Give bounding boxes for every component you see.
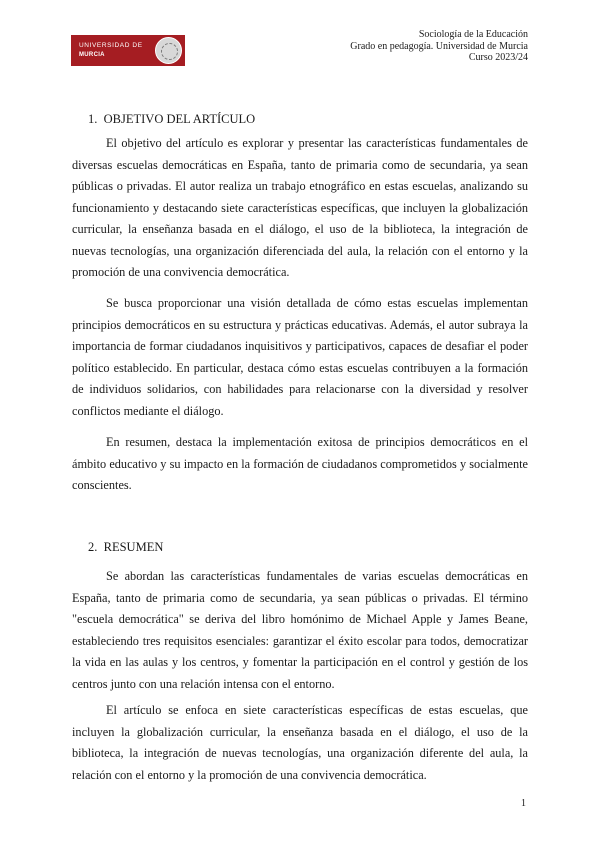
page-number: 1 bbox=[521, 798, 526, 809]
logo-text bbox=[79, 41, 143, 60]
paragraph: El objetivo del artículo es explorar y presentar las características fundamentales de diversas escuelas democráticas en España, tanto de primaria como de secundaria, ya sean públicas o privadas. El autor realiza un trabajo etnográfico en estas escuelas, analizando su funcionamiento y destacando siete características específicas, que incluyen la globalización curricular, la enseñanza basada en el diálogo, el uso de la biblioteca, la integración de nuevas tecnologías, una organización diferenciada del aula, la relación con el entorno y la promoción de una convivencia democrática. bbox=[72, 136, 528, 279]
paragraph: El artículo se enfoca en siete características específicas de estas escuelas, que incluyen la globalización curricular, la enseñanza basada en el diálogo, el uso de la biblioteca, la integración de nuevas tecnologías, una organización diferente del aula, la relación con el entorno y la promoción de una convivencia democrática. bbox=[72, 703, 528, 782]
running-header bbox=[350, 29, 528, 64]
section-title: RESUMEN bbox=[103, 540, 164, 554]
course-name: Sociología de la Educación bbox=[418, 29, 528, 40]
paragraph: Se busca proporcionar una visión detallada de cómo estas escuelas implementan principios democráticos en su estructura y prácticas educativas. Además, el autor subraya la importancia de formar ciudadanos inquisitivos y participativos, capaces de desafiar el poder político establecido. En particular, destaca cómo estas escuelas contribuyen a la formación de individuos solidarios, con habilidades para relacionarse con la diversidad y resolver conflictos mediante el diálogo. bbox=[72, 296, 528, 418]
paragraph: En resumen, destaca la implementación exitosa de principios democráticos en el ámbito educativo y su impacto en la formación de ciudadanos comprometidos y socialmente conscientes. bbox=[72, 435, 528, 492]
seal-ring bbox=[161, 43, 178, 60]
degree-name: Grado en pedagogía. Universidad de Murcia bbox=[350, 40, 528, 52]
section-title: OBJETIVO DEL ARTÍCULO bbox=[103, 112, 256, 126]
course-year: Curso 2023/24 bbox=[468, 52, 528, 63]
section-heading-objetivo bbox=[88, 112, 255, 127]
university-logo bbox=[71, 35, 185, 66]
university-seal-icon bbox=[155, 37, 182, 64]
section-number: 1. bbox=[88, 112, 98, 126]
logo-line-university: UNIVERSIDAD DE bbox=[79, 42, 143, 49]
paragraph: Se abordan las características fundamentales de varias escuelas democráticas en España, tanto de primaria como de secundaria, ya sean públicas o privadas. El término "escuela democrática" se deriva del libro homónimo de Michael Apple y James Beane, estableciendo tres requisitos esenciales: garantizar el éxito escolar para todos, democratizar la vida en las aulas y los centros, y fomentar la participación en el control y gestión de los centros junto con una relación intensa con el entorno. bbox=[72, 569, 528, 691]
section-number: 2. bbox=[88, 540, 98, 554]
logo-line-murcia: MURCIA bbox=[79, 52, 105, 58]
section-heading-resumen bbox=[88, 540, 163, 555]
